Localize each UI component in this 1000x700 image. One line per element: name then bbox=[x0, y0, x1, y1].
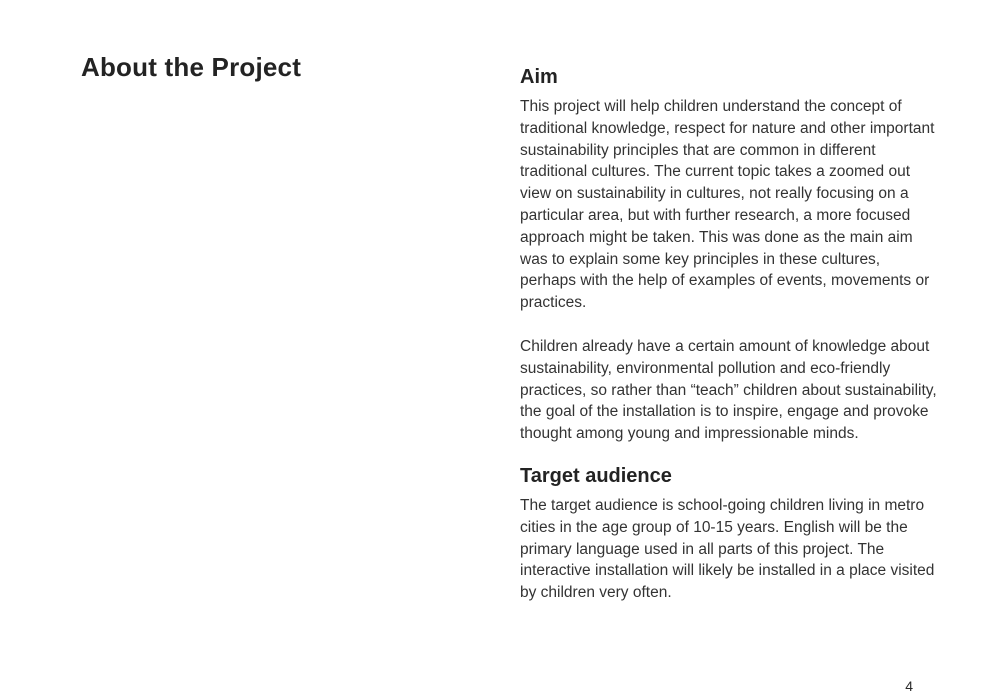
target-audience-paragraph: The target audience is school-going children living in metro cities in the age group of 10-15 years. English will be the primary language used in all parts of this project. The interactive installation will likely be installed in a place visited by children very often. bbox=[520, 496, 935, 602]
target-audience-heading: Target audience bbox=[520, 464, 672, 487]
content-column bbox=[520, 64, 940, 604]
page-title: About the Project bbox=[81, 52, 302, 82]
aim-paragraph-1: This project will help children understand the concept of traditional knowledge, respect for nature and other important sustainability principles that are common in different traditional cultures. The current topic takes a zoomed out view on sustainability in cultures, not really focusing on a particular area, but with further research, a more focused approach might be taken. This was done as the main aim was to explain some key principles in these cultures, perhaps with the help of examples of events, movements or practices. bbox=[520, 98, 935, 312]
page-number: 4 bbox=[905, 678, 913, 694]
aim-heading: Aim bbox=[520, 66, 558, 88]
aim-paragraph-2: Children already have a certain amount of knowledge about sustainability, environmental pollution and eco-friendly practices, so rather than “teach” children about sustainability, the goal of the installation is to inspire, engage and provoke thought among young and impressionable minds. bbox=[520, 337, 937, 443]
